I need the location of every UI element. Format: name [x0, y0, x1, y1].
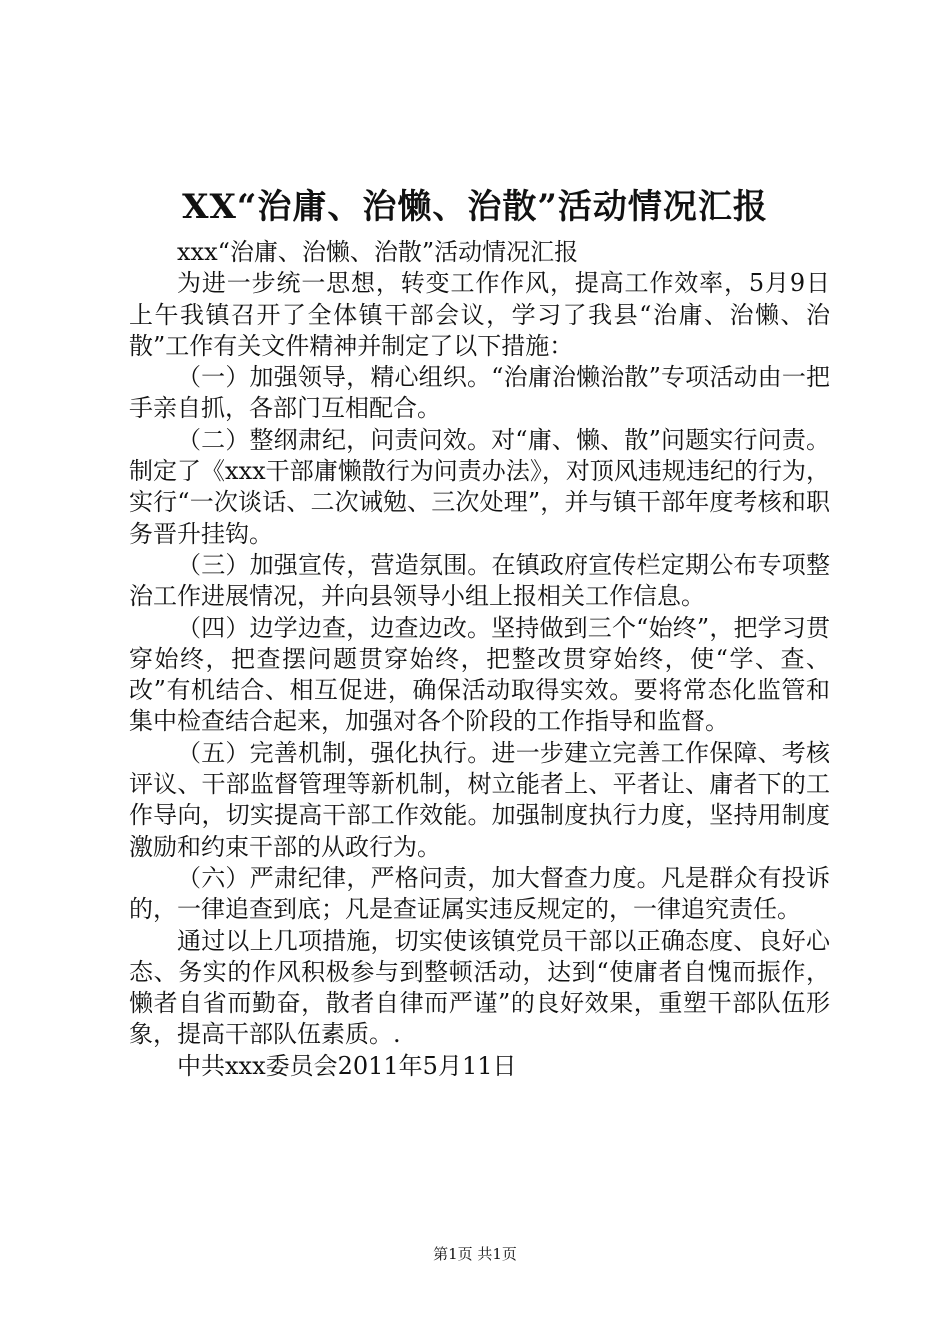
page-number-footer: 第1页 共1页: [433, 1245, 517, 1263]
measure-3-paragraph: （三）加强宣传，营造氛围。在镇政府宣传栏定期公布专项整治工作进展情况，并向县领导小组上报相关工作信息。: [129, 550, 830, 611]
document-title: XX“治庸、治懒、治散”活动情况汇报: [182, 187, 768, 227]
measure-6-paragraph: （六）严肃纪律，严格问责，加大督查力度。凡是群众有投诉的，一律追查到底；凡是查证属实违反规定的，一律追究责任。: [129, 863, 830, 924]
intro-paragraph: 为进一步统一思想，转变工作作风，提高工作效率，5月9日上午我镇召开了全体镇干部会议，学习了我县“治庸、治懒、治散”工作有关文件精神并制定了以下措施：: [129, 269, 830, 360]
conclusion-paragraph: 通过以上几项措施，切实使该镇党员干部以正确态度、良好心态、务实的作风积极参与到整顿活动，达到“使庸者自愧而振作，懒者自省而勤奋，散者自律而严谨”的良好效果，重塑干部队伍形象，提高干部队伍素质。.: [129, 926, 830, 1049]
signature-line: 中共xxx委员会2011年5月11日: [177, 1051, 517, 1080]
subtitle-line: xxx“治庸、治懒、治散”活动情况汇报: [177, 238, 579, 266]
measure-4-paragraph: （四）边学边查，边查边改。坚持做到三个“始终”，把学习贯穿始终，把查摆问题贯穿始终，把整改贯穿始终，使“学、查、改”有机结合、相互促进，确保活动取得实效。要将常态化监管和集中检查结合起来，加强对各个阶段的工作指导和监督。: [129, 613, 830, 736]
measure-1-paragraph: （一）加强领导，精心组织。“治庸治懒治散”专项活动由一把手亲自抓，各部门互相配合。: [129, 363, 830, 423]
measure-5-paragraph: （五）完善机制，强化执行。进一步建立完善工作保障、考核评议、干部监督管理等新机制，树立能者上、平者让、庸者下的工作导向，切实提高干部工作效能。加强制度执行力度，坚持用制度激励和约束干部的从政行为。: [129, 738, 830, 861]
document-body: [129, 237, 830, 1082]
measure-2-paragraph: （二）整纲肃纪，问责问效。对“庸、懒、散”问题实行问责。制定了《xxx干部庸懒散行为问责办法》，对顶风违规违纪的行为，实行“一次谈话、二次诫勉、三次处理”，并与镇干部年度考核和职务晋升挂钩。: [129, 425, 830, 548]
